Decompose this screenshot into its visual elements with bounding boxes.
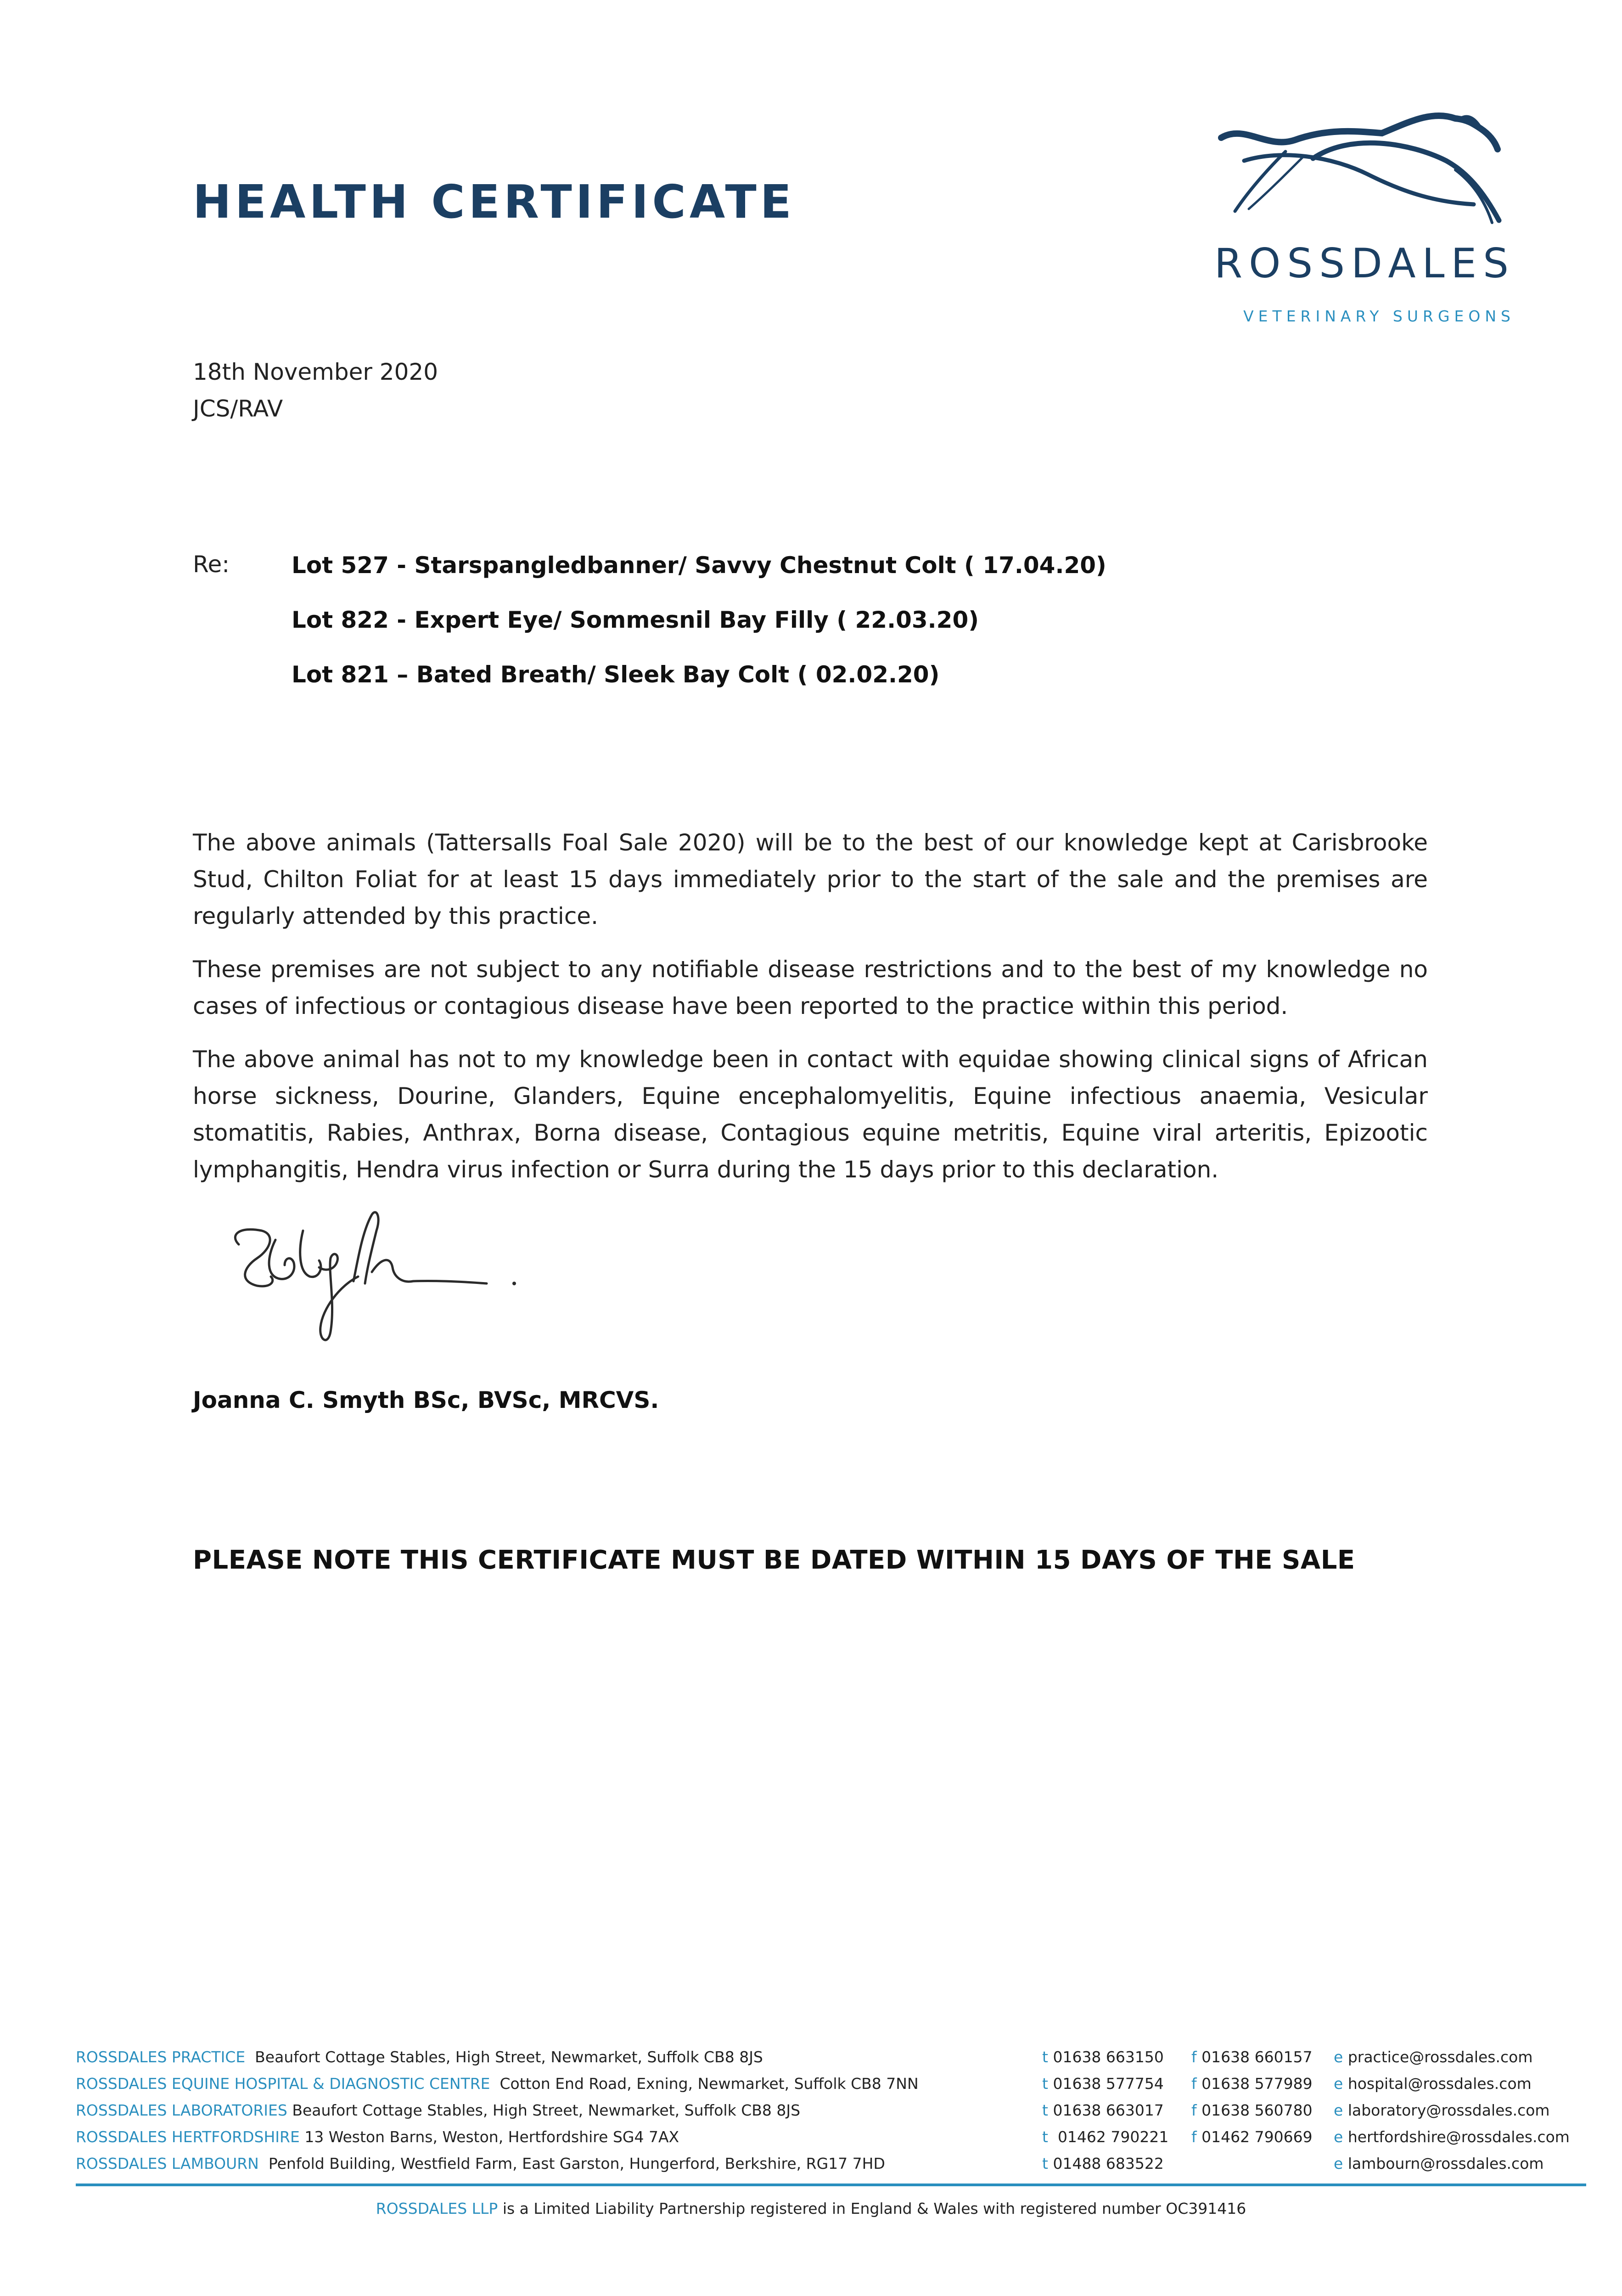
footer-row: ROSSDALES PRACTICE Beaufort Cottage Stables, High Street, Newmarket, Suffolk CB8 8JS t 01638 663150 f 01638 660157 e practice@rossdales.com — [76, 2048, 1533, 2066]
branch-name: ROSSDALES LAMBOURN — [76, 2155, 259, 2172]
branch-name: ROSSDALES EQUINE HOSPITAL & DIAGNOSTIC CENTRE — [76, 2075, 490, 2093]
branch-address: 13 Weston Barns, Weston, Hertfordshire SG4 7AX — [304, 2128, 679, 2146]
branch-email[interactable]: lambourn@rossdales.com — [1347, 2155, 1544, 2172]
legal-text: is a Limited Liability Partnership registered in England & Wales with registered number OC391416 — [502, 2200, 1246, 2217]
lot-item: Lot 822 - Expert Eye/ Sommesnil Bay Filly ( 22.03.20) — [292, 607, 979, 633]
footer-contacts — [76, 2048, 1586, 2181]
branch-email[interactable]: hospital@rossdales.com — [1347, 2075, 1532, 2093]
letter-date: 18th November 2020 — [193, 359, 438, 385]
branch-address: Penfold Building, Westfield Farm, East Garston, Hungerford, Berkshire, RG17 7HD — [268, 2155, 885, 2172]
branch-fax: 01462 790669 — [1201, 2128, 1313, 2146]
branch-fax: 01638 560780 — [1201, 2101, 1313, 2119]
footer-divider — [76, 2183, 1586, 2186]
lot-item: Lot 821 – Bated Breath/ Sleek Bay Colt ( 02.02.20) — [292, 661, 940, 688]
re-label: Re: — [193, 551, 230, 578]
logo-subtitle: VETERINARY SURGEONS — [1243, 307, 1515, 325]
branch-tel: 01638 663017 — [1053, 2101, 1164, 2119]
branch-address: Beaufort Cottage Stables, High Street, Newmarket, Suffolk CB8 8JS — [292, 2101, 801, 2119]
footer-row: ROSSDALES LABORATORIES Beaufort Cottage Stables, High Street, Newmarket, Suffolk CB8 8JS t 01638 663017 f 01638 560780 e laboratory@rossdales.com — [76, 2101, 1550, 2119]
body-paragraph: The above animal has not to my knowledge been in contact with equidae showing clinical signs of African horse sickness, Dourine, Glanders, Equine encephalomyelitis, Equine infectious anaemia, Vesicular stomatitis, Rabies, Anthrax, Borna disease, Contagious equine metritis, Equine viral arteritis, Epizootic lymphangitis, Hendra virus infection or Surra during the 15 days prior to this declaration. — [193, 1046, 1428, 1183]
branch-name: ROSSDALES PRACTICE — [76, 2048, 246, 2066]
horse-logo-icon — [1217, 106, 1510, 243]
footer-row: ROSSDALES HERTFORDSHIRE 13 Weston Barns, Weston, Hertfordshire SG4 7AX t 01462 790221 f 01462 790669 e hertfordshire@rossdales.com — [76, 2128, 1570, 2146]
branch-name: ROSSDALES HERTFORDSHIRE — [76, 2128, 300, 2146]
branch-email[interactable]: practice@rossdales.com — [1347, 2048, 1533, 2066]
legal-entity-name: ROSSDALES LLP — [376, 2200, 498, 2217]
footer-row: ROSSDALES EQUINE HOSPITAL & DIAGNOSTIC CENTRE Cotton End Road, Exning, Newmarket, Suffolk CB8 7NN t 01638 577754 f 01638 577989 e hospital@rossdales.com — [76, 2075, 1532, 2093]
footer-legal — [0, 2200, 1622, 2217]
body-paragraph: The above animals (Tattersalls Foal Sale 2020) will be to the best of our knowledge kept at Carisbrooke Stud, Chilton Foliat for at least 15 days immediately prior to the start of the sale and the premises are regularly attended by this practice. — [193, 829, 1428, 929]
certificate-notice: PLEASE NOTE THIS CERTIFICATE MUST BE DATED WITHIN 15 DAYS OF THE SALE — [193, 1545, 1355, 1575]
branch-tel: 01488 683522 — [1053, 2155, 1164, 2172]
branch-tel: 01462 790221 — [1057, 2128, 1169, 2146]
branch-name: ROSSDALES LABORATORIES — [76, 2101, 287, 2119]
lot-list — [292, 551, 1106, 715]
branch-tel: 01638 577754 — [1053, 2075, 1164, 2093]
certificate-body — [193, 824, 1428, 1204]
branch-address: Beaufort Cottage Stables, High Street, Newmarket, Suffolk CB8 8JS — [255, 2048, 763, 2066]
body-paragraph: These premises are not subject to any notifiable disease restrictions and to the best of my knowledge no cases of infectious or contagious disease have been reported to the practice within this period. — [193, 956, 1428, 1019]
signatory-name: Joanna C. Smyth BSc, BVSc, MRCVS. — [193, 1387, 659, 1413]
branch-fax: 01638 577989 — [1201, 2075, 1313, 2093]
rossdales-logo — [1194, 106, 1524, 335]
handwritten-signature — [220, 1203, 542, 1355]
letter-meta — [193, 354, 438, 427]
page-title: HEALTH CERTIFICATE — [193, 175, 795, 229]
lot-item: Lot 527 - Starspangledbanner/ Savvy Chestnut Colt ( 17.04.20) — [292, 552, 1106, 579]
logo-wordmark: ROSSDALES — [1214, 240, 1515, 287]
branch-email[interactable]: laboratory@rossdales.com — [1347, 2101, 1550, 2119]
branch-address: Cotton End Road, Exning, Newmarket, Suffolk CB8 7NN — [500, 2075, 919, 2093]
branch-email[interactable]: hertfordshire@rossdales.com — [1347, 2128, 1570, 2146]
branch-fax: 01638 660157 — [1201, 2048, 1313, 2066]
branch-tel: 01638 663150 — [1053, 2048, 1164, 2066]
footer-row: ROSSDALES LAMBOURN Penfold Building, Westfield Farm, East Garston, Hungerford, Berkshire, RG17 7HD t 01488 683522 e lambourn@rossdales.com — [76, 2155, 1544, 2172]
letter-reference: JCS/RAV — [193, 395, 283, 422]
